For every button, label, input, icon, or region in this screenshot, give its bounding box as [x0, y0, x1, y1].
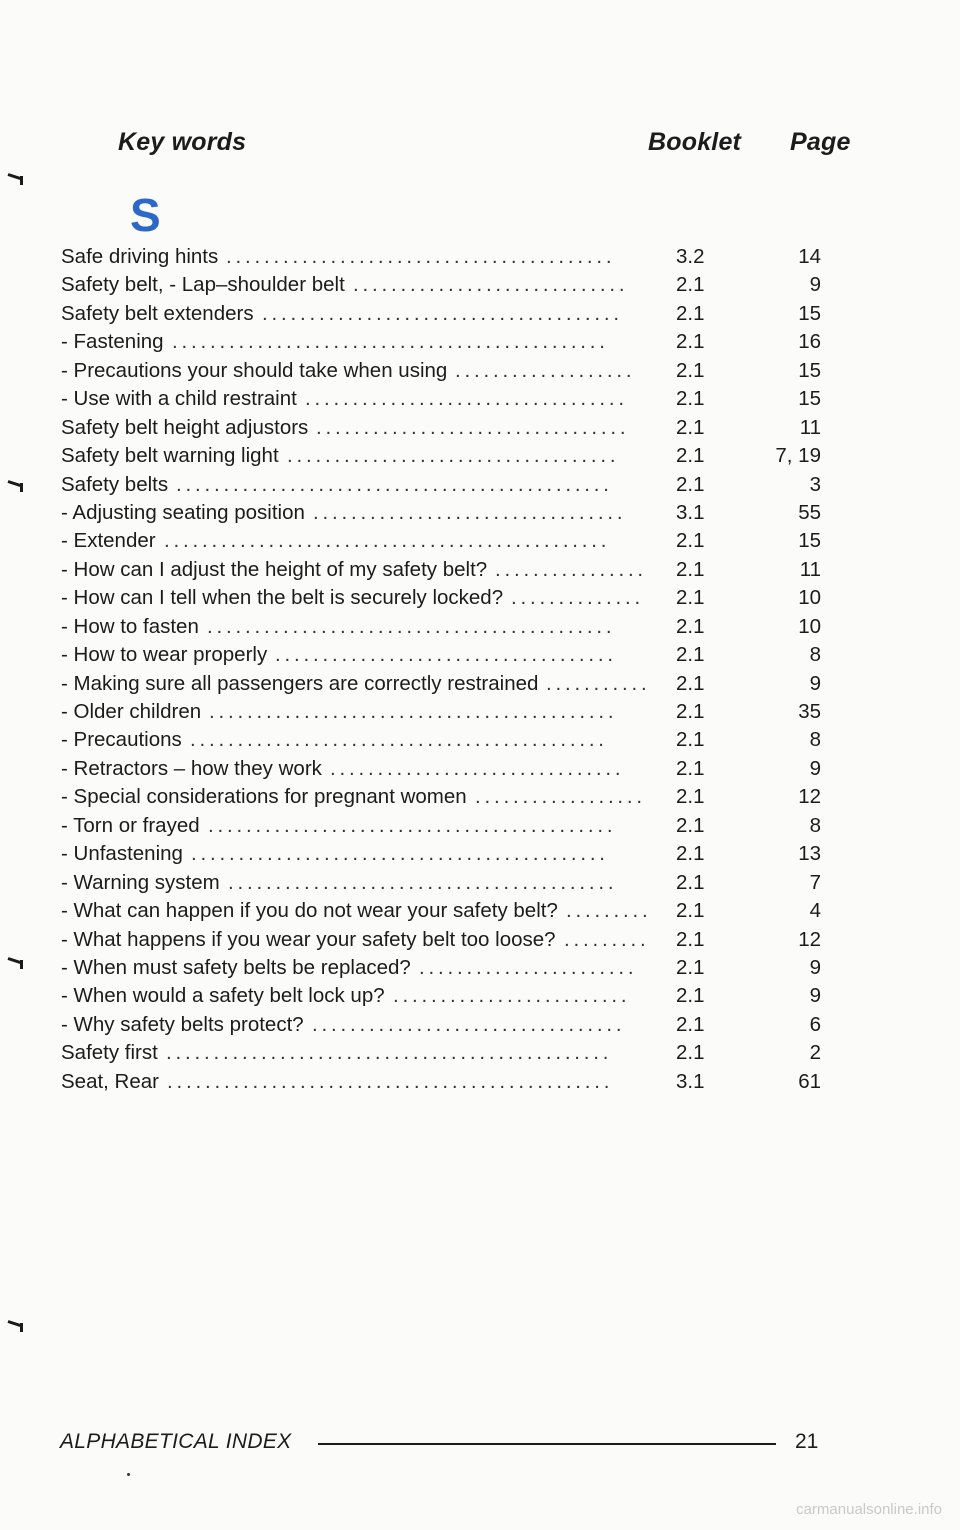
entry-page: 15 [798, 529, 821, 553]
entry-booklet: 2.1 [676, 301, 705, 325]
print-dot [127, 1473, 130, 1476]
entry-label: Safe driving hints [61, 245, 219, 268]
dot-leader: ......... [564, 927, 650, 951]
entry-booklet: 2.1 [676, 700, 705, 723]
section-letter: S [130, 189, 161, 241]
dot-leader: ...................................... [262, 301, 623, 325]
footer-title: ALPHABETICAL INDEX [60, 1430, 292, 1453]
index-entry [61, 243, 861, 271]
dot-leader: ............................................... [167, 1069, 614, 1093]
entry-booklet: 2.1 [676, 273, 705, 297]
entry-label: Safety first [61, 1041, 158, 1065]
entry-page: 2 [809, 1041, 821, 1065]
index-entry [61, 1039, 861, 1067]
dot-leader: ........... [546, 671, 651, 695]
dot-leader: ................................. [316, 415, 630, 439]
entry-label: - Use with a child restraint [61, 387, 297, 411]
index-entry [61, 897, 861, 925]
index-entry [61, 357, 861, 385]
entry-booklet: 2.1 [676, 984, 705, 1008]
entry-label: Safety belt extenders [61, 301, 254, 325]
dot-leader: ............................................... [166, 1041, 613, 1065]
entry-label: - What can happen if you do not wear your safety belt? [61, 899, 558, 923]
index-entry [61, 840, 861, 868]
entry-page: 9 [809, 273, 821, 297]
entry-booklet: 2.1 [676, 444, 705, 468]
entry-booklet: 2.1 [676, 728, 705, 752]
entry-label: Safety belts [61, 472, 169, 496]
index-entry [61, 385, 861, 413]
entry-page: 9 [809, 671, 821, 695]
entry-label: Seat, Rear [61, 1069, 159, 1093]
dot-leader: ............................................... [164, 529, 611, 553]
dot-leader: ......................................... [226, 245, 616, 268]
index-entry [61, 328, 861, 356]
dot-leader: .............. [511, 586, 644, 610]
entry-page: 35 [798, 700, 821, 723]
entry-label: - When must safety belts be replaced? [61, 955, 411, 979]
entry-booklet: 2.1 [676, 330, 705, 354]
entry-page: 8 [809, 728, 821, 752]
entry-label: Safety belt height adjustors [61, 415, 309, 439]
entry-page: 7, 19 [775, 444, 821, 468]
index-entry [61, 613, 861, 641]
entry-booklet: 2.1 [676, 1041, 705, 1065]
dot-leader: .................................. [305, 387, 628, 411]
watermark: carmanualsonline.info [796, 1501, 942, 1518]
footer-rule [318, 1443, 776, 1445]
dot-leader: ......... [566, 899, 652, 923]
entry-booklet: 3.1 [676, 1069, 705, 1093]
index-entry [61, 471, 861, 499]
entry-page: 8 [809, 813, 821, 837]
index-entry [61, 869, 861, 897]
column-header-booklet: Booklet [648, 128, 742, 156]
index-entry [61, 556, 861, 584]
dot-leader: .............................................. [176, 472, 613, 496]
entry-page: 15 [798, 301, 821, 325]
page-corner-mark [8, 1320, 24, 1332]
entry-page: 12 [798, 927, 821, 951]
entry-label: - How to wear properly [61, 643, 268, 667]
index-entry [61, 1068, 861, 1096]
entry-booklet: 2.1 [676, 785, 705, 809]
dot-leader: ................ [495, 557, 647, 581]
entry-page: 7 [809, 870, 821, 894]
dot-leader: ............................................ [190, 728, 608, 752]
index-entry [61, 1011, 861, 1039]
entry-label: - Torn or frayed [61, 813, 200, 837]
entry-label: - How can I tell when the belt is securely locked? [61, 586, 504, 610]
entry-label: - Why safety belts protect? [61, 1012, 304, 1036]
entry-booklet: 3.2 [676, 245, 705, 268]
dot-leader: ........................................... [208, 813, 617, 837]
index-entry [61, 527, 861, 555]
index-entry [61, 812, 861, 840]
entry-booklet: 2.1 [676, 643, 705, 667]
entry-page: 15 [798, 387, 821, 411]
index-entry [61, 670, 861, 698]
dot-leader: ......................................... [228, 870, 618, 894]
entry-page: 4 [809, 899, 821, 923]
index-entry [61, 414, 861, 442]
entry-booklet: 2.1 [676, 927, 705, 951]
entry-page: 9 [809, 955, 821, 979]
index-entry [61, 499, 861, 527]
entry-booklet: 2.1 [676, 387, 705, 411]
entry-label: - What happens if you wear your safety belt too loose? [61, 927, 556, 951]
entry-page: 6 [809, 1012, 821, 1036]
entry-page: 61 [798, 1069, 821, 1093]
entry-page: 12 [798, 785, 821, 809]
entry-booklet: 2.1 [676, 557, 705, 581]
entry-label: - Making sure all passengers are correctly restrained [61, 671, 539, 695]
column-header-page: Page [790, 128, 851, 156]
entry-label: - When would a safety belt lock up? [61, 984, 385, 1008]
entry-label: - How to fasten [61, 614, 199, 638]
entry-booklet: 2.1 [676, 842, 705, 866]
entry-label: - How can I adjust the height of my safety belt? [61, 557, 488, 581]
entry-label: - Adjusting seating position [61, 500, 305, 524]
index-entry [61, 755, 861, 783]
entry-page: 8 [809, 643, 821, 667]
dot-leader: ................... [455, 358, 636, 382]
entry-label: - Extender [61, 529, 156, 553]
entry-booklet: 2.1 [676, 1012, 705, 1036]
entry-page: 16 [798, 330, 821, 354]
entry-label: Safety belt, - Lap–shoulder belt [61, 273, 345, 297]
entry-booklet: 2.1 [676, 415, 705, 439]
column-header-key-words: Key words [118, 128, 247, 156]
index-entry [61, 442, 861, 470]
entry-page: 10 [798, 614, 821, 638]
entry-page: 55 [798, 500, 821, 524]
entry-booklet: 2.1 [676, 614, 705, 638]
entry-page: 9 [809, 984, 821, 1008]
dot-leader: ........................................... [207, 614, 616, 638]
index-entry [61, 584, 861, 612]
entry-label: - Older children [61, 700, 202, 723]
index-entry [61, 926, 861, 954]
index-entry [61, 726, 861, 754]
dot-leader: .............................................. [172, 330, 609, 354]
entry-page: 11 [799, 557, 821, 581]
page-number: 21 [795, 1430, 819, 1453]
dot-leader: .................. [475, 785, 646, 809]
entry-label: - Unfastening [61, 842, 183, 866]
entry-booklet: 2.1 [676, 756, 705, 780]
page-footer [60, 1430, 820, 1460]
entry-booklet: 2.1 [676, 671, 705, 695]
entry-booklet: 2.1 [676, 899, 705, 923]
index-entry [61, 982, 861, 1010]
entry-label: - Precautions [61, 728, 182, 752]
entry-booklet: 2.1 [676, 358, 705, 382]
index-entry-list [61, 243, 861, 1096]
dot-leader: ................................... [287, 444, 620, 468]
index-entry [61, 300, 861, 328]
index-entry [61, 698, 861, 726]
entry-booklet: 2.1 [676, 870, 705, 894]
entry-page: 14 [798, 245, 821, 268]
entry-label: - Fastening [61, 330, 164, 354]
entry-label: - Precautions your should take when using [61, 358, 448, 382]
page-corner-mark [8, 957, 24, 969]
entry-booklet: 2.1 [676, 586, 705, 610]
entry-label: Safety belt warning light [61, 444, 279, 468]
entry-label: - Special considerations for pregnant women [61, 785, 467, 809]
dot-leader: ............................. [353, 273, 629, 297]
index-entry [61, 641, 861, 669]
entry-page: 13 [798, 842, 821, 866]
dot-leader: ............................... [330, 756, 625, 780]
dot-leader: ............................................ [191, 842, 609, 866]
dot-leader: .................................... [275, 643, 617, 667]
entry-label: - Warning system [61, 870, 220, 894]
page-corner-mark [8, 480, 24, 492]
dot-leader: ......................... [393, 984, 631, 1008]
entry-booklet: 2.1 [676, 529, 705, 553]
entry-page: 3 [809, 472, 821, 496]
entry-page: 11 [799, 415, 821, 439]
dot-leader: ................................. [313, 500, 627, 524]
entry-booklet: 2.1 [676, 955, 705, 979]
entry-page: 10 [798, 586, 821, 610]
entry-label: - Retractors – how they work [61, 756, 322, 780]
entry-booklet: 2.1 [676, 813, 705, 837]
dot-leader: ........................................... [209, 700, 618, 723]
dot-leader: ....................... [419, 955, 638, 979]
dot-leader: ................................. [312, 1012, 626, 1036]
index-entry [61, 954, 861, 982]
entry-booklet: 3.1 [676, 500, 705, 524]
index-entry [61, 271, 861, 299]
entry-booklet: 2.1 [676, 472, 705, 496]
page-corner-mark [8, 173, 24, 185]
entry-page: 15 [798, 358, 821, 382]
index-entry [61, 783, 861, 811]
entry-page: 9 [809, 756, 821, 780]
